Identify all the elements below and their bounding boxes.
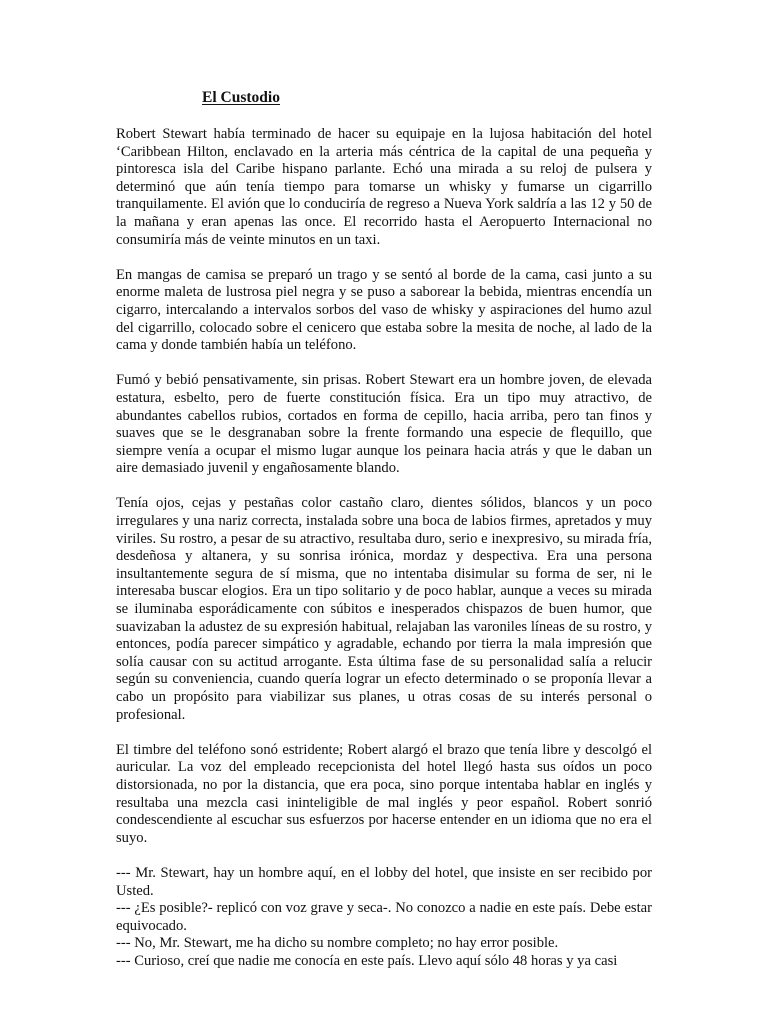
dialogue-line-4: --- Curioso, creí que nadie me conocía en este país. Llevo aquí sólo 48 horas y ya casi	[116, 952, 618, 969]
dialogue-line-2: --- ¿Es posible?- replicó con voz grave y seca-. No conozco a nadie en este país. Debe estar equivocado.	[116, 900, 652, 934]
paragraph-4: Tenía ojos, cejas y pestañas color castaño claro, dientes sólidos, blancos y un poco irregulares y una nariz correcta, instalada sobre una boca de labios firmes, apretados y muy viriles. Su rostro, a pesar de su atractivo, resultaba duro, serio e inexpresivo, su mirada fría, desdeñosa y altanera, y su sonrisa irónica, mordaz y despectiva. Era una persona insultantemente segura de sí misma, que no intentaba disimular su forma de ser, ni le interesaba buscar elogios. Era un tipo solitario y de poco hablar, aunque a veces su mirada se iluminaba esporádicamente con súbitos e inesperados chispazos de buen humor, que suavizaban la adustez de su expresión habitual, relajaban las varoniles líneas de su rostro, y entonces, podía parecer simpático y agradable, echando por tierra la mala impresión que solía causar con su actitud arrogante. Esta última fase de su personalidad salía a relucir según su conveniencia, cuando quería lograr un efecto determinado o se proponía llevar a cabo un propósito para viabilizar sus planes, u otras cosas de su interés personal o profesional.	[116, 495, 652, 723]
document-page	[116, 88, 652, 971]
paragraph-2: En mangas de camisa se preparó un trago y se sentó al borde de la cama, casi junto a su enorme maleta de lustrosa piel negra y se puso a saborear la bebida, mientras encendía un cigarro, intercalando a intervalos sorbos del vaso de whisky y aspiraciones del humo azul del cigarrillo, colocado sobre el cenicero que estaba sobre la mesita de noche, al lado de la cama y donde también había un teléfono.	[116, 266, 652, 354]
dialogue-line-3: --- No, Mr. Stewart, me ha dicho su nombre completo; no hay error posible.	[116, 935, 559, 952]
paragraph-3: Fumó y bebió pensativamente, sin prisas. Robert Stewart era un hombre joven, de elevada estatura, esbelto, pero de fuerte constitución física. Era un tipo muy atractivo, de abundantes cabellos rubios, cortados en forma de cepillo, hacia arriba, pero tan finos y suaves que se le desgranaban sobre la frente formando una especie de flequillo, que siempre venía a ocupar el mismo lugar aunque los peinara hacia atrás y que le daban un aire demasiado juvenil y engañosamente blando.	[116, 372, 652, 477]
paragraph-5: El timbre del teléfono sonó estridente; Robert alargó el brazo que tenía libre y descolgó el auricular. La voz del empleado recepcionista del hotel llegó hasta sus oídos un poco distorsionada, no por la distancia, que era poca, sino porque intentaba hablar en inglés y resultaba una mezcla casi ininteligible de mal inglés y peor español. Robert sonrió condescendiente al escuchar sus esfuerzos por hacerse entender en un idioma que no era el suyo.	[116, 741, 652, 846]
paragraph-1: Robert Stewart había terminado de hacer su equipaje en la lujosa habitación del hotel ‘Caribbean Hilton, enclavado en la arteria más céntrica de la capital de una pequeña y pintoresca isla del Caribe hispano parlante. Echó una mirada a su reloj de pulsera y determinó que aún tenía tiempo para tomarse un whisky y fumarse un cigarrillo tranquilamente. El avión que lo conduciría de regreso a Nueva York saldría a las 12 y 50 de la mañana y eran apenas las once. El recorrido hasta el Aeropuerto Internacional no consumiría más de veinte minutos en un taxi.	[116, 126, 652, 248]
dialogue-line-1: --- Mr. Stewart, hay un hombre aquí, en el lobby del hotel, que insiste en ser recibido por Usted.	[116, 864, 652, 899]
document-title: El Custodio	[202, 89, 280, 106]
